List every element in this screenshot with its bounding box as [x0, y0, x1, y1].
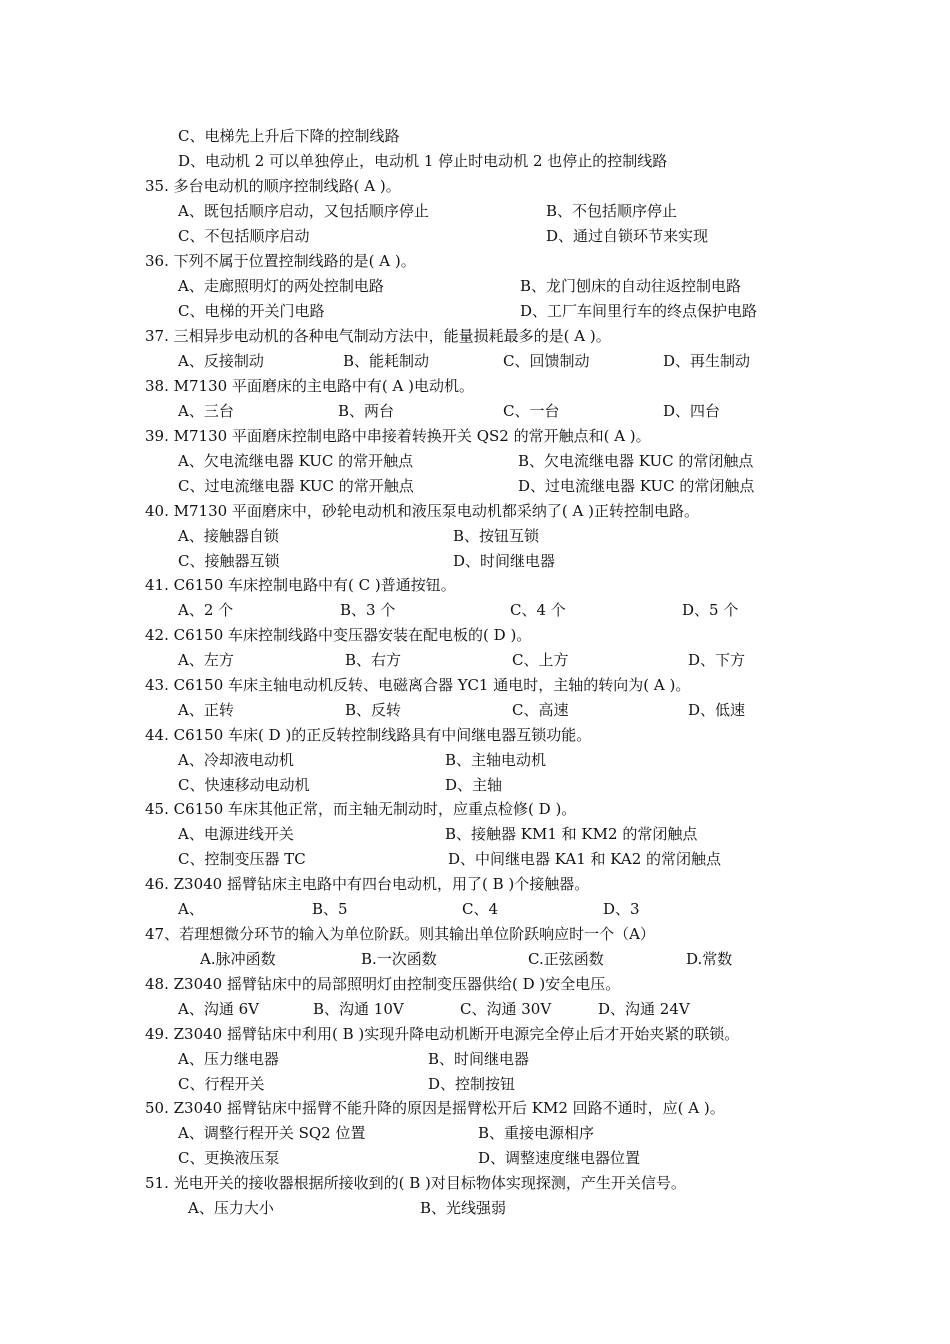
question-50-option-a: A、调整行程开关 SQ2 位置 [178, 1124, 366, 1142]
question-45-option-c: C、控制变压器 TC [178, 850, 306, 868]
question-48-option-b: B、沟通 10V [313, 1000, 404, 1018]
question-49-option-c: C、行程开关 [178, 1075, 265, 1093]
question-37-option-a: A、反接制动 [178, 352, 264, 370]
question-44-option-a: A、冷却液电动机 [178, 751, 294, 769]
question-40-stem: 40. M7130 平面磨床中，砂轮电动机和液压泵电动机都采纳了( A )正转控制电路。 [145, 502, 699, 520]
question-43-option-c: C、高速 [512, 701, 569, 719]
question-47-option-b: B.一次函数 [361, 950, 437, 968]
question-47-option-c: C.正弦函数 [528, 950, 604, 968]
question-45-stem: 45. C6150 车床其他正常，而主轴无制动时，应重点检修( D )。 [145, 800, 577, 818]
question-39-option-d: D、过电流继电器 KUC 的常闭触点 [518, 477, 755, 495]
question-39-option-b: B、欠电流继电器 KUC 的常闭触点 [518, 452, 754, 470]
question-35-stem: 35. 多台电动机的顺序控制线路( A )。 [145, 177, 401, 195]
question-45-option-b: B、接触器 KM1 和 KM2 的常闭触点 [445, 825, 698, 843]
question-48-stem: 48. Z3040 摇臂钻床中的局部照明灯由控制变压器供给( D )安全电压。 [145, 975, 621, 993]
continuation-option-c: C、电梯先上升后下降的控制线路 [178, 127, 400, 145]
question-46-option-a: A、 [178, 900, 204, 918]
question-36-option-d: D、工厂车间里行车的终点保护电路 [520, 302, 758, 320]
question-50-option-d: D、调整速度继电器位置 [478, 1149, 641, 1167]
question-43-stem: 43. C6150 车床主轴电动机反转、电磁离合器 YC1 通电时，主轴的转向为( A )。 [145, 676, 691, 694]
question-42-option-a: A、左方 [178, 651, 234, 669]
question-46-option-c: C、4 [462, 900, 499, 918]
question-46-stem: 46. Z3040 摇臂钻床主电路中有四台电动机，用了( B )个接触器。 [145, 875, 590, 893]
question-46-option-d: D、3 [603, 900, 640, 918]
question-45-option-a: A、电源进线开关 [178, 825, 294, 843]
question-47-option-a: A.脉冲函数 [200, 950, 276, 968]
question-39-option-a: A、欠电流继电器 KUC 的常开触点 [178, 452, 414, 470]
question-40-option-c: C、接触器互锁 [178, 552, 280, 570]
question-35-option-a: A、既包括顺序启动，又包括顺序停止 [178, 202, 429, 220]
question-47-option-d: D.常数 [686, 950, 733, 968]
question-43-option-a: A、正转 [178, 701, 234, 719]
question-37-option-d: D、再生制动 [663, 352, 751, 370]
question-43-option-b: B、反转 [345, 701, 402, 719]
question-40-option-b: B、按钮互锁 [453, 527, 540, 545]
question-37-option-c: C、回馈制动 [503, 352, 590, 370]
question-40-option-d: D、时间继电器 [453, 552, 556, 570]
question-50-stem: 50. Z3040 摇臂钻床中摇臂不能升降的原因是摇臂松开后 KM2 回路不通时，应( A )。 [145, 1099, 725, 1117]
question-40-option-a: A、接触器自锁 [178, 527, 279, 545]
question-38-option-c: C、一台 [503, 402, 560, 420]
question-37-option-b: B、能耗制动 [343, 352, 430, 370]
question-41-option-d: D、5 个 [682, 601, 739, 619]
question-49-option-d: D、控制按钮 [428, 1075, 516, 1093]
question-37-stem: 37. 三相异步电动机的各种电气制动方法中，能量损耗最多的是( A )。 [145, 327, 611, 345]
question-38-option-b: B、两台 [338, 402, 395, 420]
question-36-option-c: C、电梯的开关门电路 [178, 302, 325, 320]
question-48-option-a: A、沟通 6V [178, 1000, 259, 1018]
question-49-option-b: B、时间继电器 [428, 1050, 530, 1068]
continuation-option-d: D、电动机 2 可以单独停止，电动机 1 停止时电动机 2 也停止的控制线路 [178, 152, 668, 170]
question-42-option-c: C、上方 [512, 651, 569, 669]
question-49-option-a: A、压力继电器 [178, 1050, 279, 1068]
question-44-option-d: D、主轴 [445, 776, 503, 794]
question-51-option-a: A、压力大小 [188, 1199, 274, 1217]
question-51-stem: 51. 光电开关的接收器根据所接收到的( B )对目标物体实现探测，产生开关信号。 [145, 1174, 686, 1192]
question-35-option-c: C、不包括顺序启动 [178, 227, 310, 245]
question-50-option-b: B、重接电源相序 [478, 1124, 595, 1142]
question-38-option-a: A、三台 [178, 402, 234, 420]
question-45-option-d: D、中间继电器 KA1 和 KA2 的常闭触点 [448, 850, 722, 868]
question-36-stem: 36. 下列不属于位置控制线路的是( A )。 [145, 252, 416, 270]
question-38-stem: 38. M7130 平面磨床的主电路中有( A )电动机。 [145, 377, 474, 395]
question-42-option-d: D、下方 [688, 651, 746, 669]
question-41-option-a: A、2 个 [178, 601, 234, 619]
question-35-option-b: B、不包括顺序停止 [546, 202, 678, 220]
question-42-stem: 42. C6150 车床控制线路中变压器安装在配电板的( D )。 [145, 626, 532, 644]
question-41-option-c: C、4 个 [510, 601, 566, 619]
question-50-option-c: C、更换液压泵 [178, 1149, 280, 1167]
question-46-option-b: B、5 [312, 900, 348, 918]
question-44-option-b: B、主轴电动机 [445, 751, 547, 769]
question-42-option-b: B、右方 [345, 651, 402, 669]
question-39-stem: 39. M7130 平面磨床控制电路中串接着转换开关 QS2 的常开触点和( A )。 [145, 427, 651, 445]
question-48-option-c: C、沟通 30V [460, 1000, 552, 1018]
question-43-option-d: D、低速 [688, 701, 746, 719]
question-41-stem: 41. C6150 车床控制电路中有( C )普通按钮。 [145, 576, 456, 594]
question-35-option-d: D、通过自锁环节来实现 [546, 227, 709, 245]
question-36-option-a: A、走廊照明灯的两处控制电路 [178, 277, 384, 295]
question-49-stem: 49. Z3040 摇臂钻床中利用( B )实现升降电动机断开电源完全停止后才开始夹紧的联锁。 [145, 1025, 740, 1043]
question-51-option-b: B、光线强弱 [420, 1199, 507, 1217]
question-39-option-c: C、过电流继电器 KUC 的常开触点 [178, 477, 414, 495]
question-44-option-c: C、快速移动电动机 [178, 776, 310, 794]
question-48-option-d: D、沟通 24V [598, 1000, 690, 1018]
question-38-option-d: D、四台 [663, 402, 721, 420]
question-41-option-b: B、3 个 [340, 601, 396, 619]
question-47-stem: 47、若理想微分环节的输入为单位阶跃。则其输出单位阶跃响应时一个（A） [145, 925, 655, 943]
question-36-option-b: B、龙门刨床的自动往返控制电路 [520, 277, 742, 295]
question-44-stem: 44. C6150 车床( D )的正反转控制线路具有中间继电器互锁功能。 [145, 726, 592, 744]
